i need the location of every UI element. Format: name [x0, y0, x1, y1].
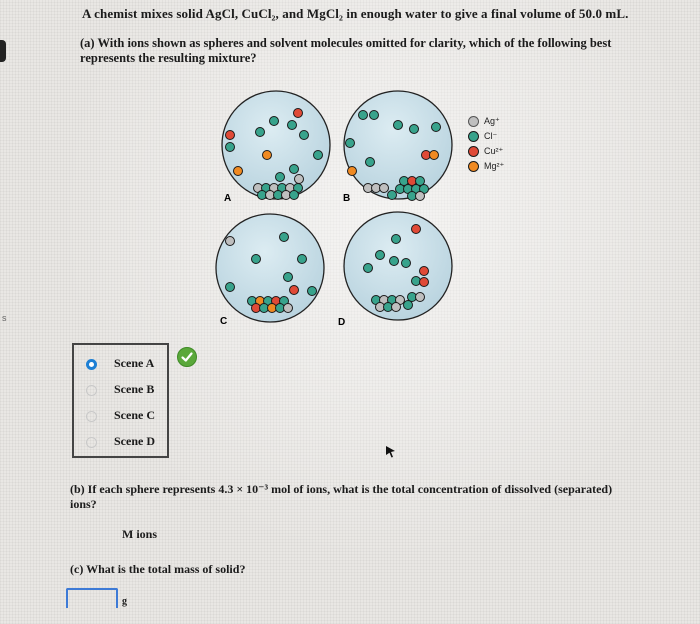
scene-d-label: D — [338, 317, 346, 328]
legend-label: Ag⁺ — [484, 116, 500, 126]
part-a-question: (a) With ions shown as spheres and solvent molecules omitted for clarity, which of the following best represents the resulting mixture? — [80, 36, 612, 65]
radio-scene-a[interactable] — [86, 359, 97, 370]
legend-label: Cl⁻ — [484, 131, 498, 141]
legend-label: Cu²⁺ — [484, 146, 504, 156]
answer-options-box — [72, 343, 169, 458]
left-edge-char: s — [2, 313, 7, 323]
scene-c — [216, 214, 324, 327]
checkmark-icon — [177, 347, 197, 367]
ion-legend — [468, 114, 504, 174]
radio-scene-d[interactable] — [86, 437, 97, 448]
part-b-unit: M ions — [122, 527, 158, 541]
question-title: A chemist mixes solid AgCl, CuCl₂, and MgCl₂ in enough water to give a final volume of 50.0 mL. — [82, 6, 629, 21]
scene-a-label: A — [224, 193, 232, 204]
option-label-scene-a[interactable]: Scene A — [114, 356, 155, 370]
scene-b — [343, 91, 452, 204]
legend-label: Mg²⁺ — [484, 161, 505, 171]
ion-sphere-icon — [468, 161, 479, 172]
radio-scene-b[interactable] — [86, 385, 97, 396]
part-c-question: (c) What is the total mass of solid? — [70, 562, 246, 576]
legend-item — [468, 159, 504, 174]
ion-sphere-icon — [468, 116, 479, 127]
option-label-scene-d[interactable]: Scene D — [114, 434, 155, 448]
part-c-unit: g — [122, 596, 127, 607]
ion-sphere-icon — [468, 146, 479, 157]
part-b-question: (b) If each sphere represents 4.3 × 10⁻³ mol of ions, what is the total concentration of dissolved (separated) ions? — [70, 482, 613, 511]
legend-item — [468, 129, 504, 144]
option-label-scene-b[interactable]: Scene B — [114, 382, 155, 396]
legend-item — [468, 144, 504, 159]
mass-input-field[interactable] — [66, 588, 118, 608]
option-label-scene-c[interactable]: Scene C — [114, 408, 155, 422]
legend-item — [468, 114, 504, 129]
scene-c-label: C — [220, 316, 228, 327]
scene-a — [222, 91, 330, 204]
ion-sphere-icon — [468, 131, 479, 142]
mouse-cursor-icon — [385, 445, 397, 459]
browser-edge-handle — [0, 40, 6, 62]
scene-b-label: B — [343, 193, 351, 204]
scene-d — [338, 212, 452, 328]
radio-scene-c[interactable] — [86, 411, 97, 422]
